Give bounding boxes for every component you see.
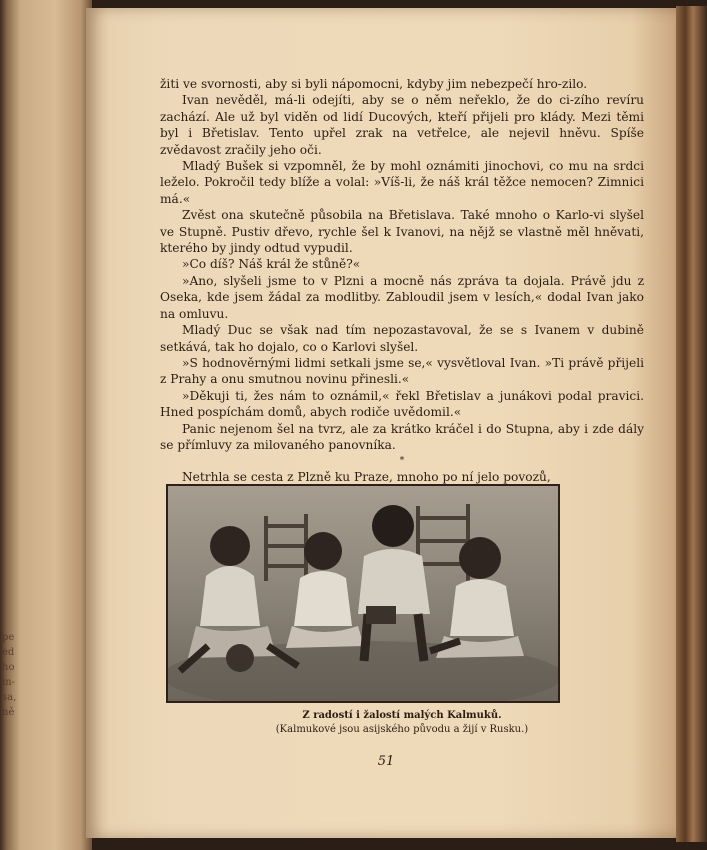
photo-children [166, 484, 560, 703]
left-edge-fragment: in- [2, 677, 16, 688]
paragraph: Zvěst ona skutečně působila na Břetislava. Také mnoho o Karlo-vi slyšel ve Stupně. Pustiv dřevo, rychle šel k Ivanovi, na nějž se vlastně měl hněvati, kterého by jindy odtud vypudil. [160, 208, 644, 256]
photo-illustration [168, 486, 558, 701]
paragraph: »Ano, slyšeli jsme to v Plzni a mocně nás zpráva ta dojala. Právě jdu z Oseka, kde jsem žádal za modlitby. Zabloudil jsem v lesích,« dodal Ivan jako na omluvu. [160, 273, 644, 321]
paragraph: Mladý Duc se však nad tím nepozastavoval, že se s Ivanem v dubině setkává, tak ho dojalo, co o Karlovi slyšel. [160, 323, 644, 354]
left-edge-fragment: sa, [2, 692, 17, 703]
book-binding-edge [676, 6, 707, 842]
paragraph: Netrhla se cesta z Plzně ku Praze, mnoho po ní jelo povozů, [182, 470, 551, 485]
left-edge-fragment: pe [2, 632, 15, 643]
photo-caption [172, 709, 632, 737]
section-separator: * [399, 456, 405, 467]
left-edge-text [2, 630, 22, 720]
paragraph: »S hodnověrnými lidmi setkali jsme se,« vysvětloval Ivan. »Ti právě přijeli z Prahy a onu smutnou novinu přinesli.« [160, 355, 644, 387]
left-edge-fragment: ho [2, 662, 15, 673]
left-edge-fragment: ed [2, 647, 15, 658]
caption-subtitle: (Kalmukové jsou asijského původu a žijí v Rusku.) [275, 724, 529, 735]
book-page [86, 8, 678, 838]
left-edge-fragment: ně [2, 707, 15, 718]
body-text [160, 76, 644, 486]
page-number: 51 [377, 754, 395, 769]
left-page-edge [0, 0, 92, 850]
paragraph: Mladý Bušek si vzpomněl, že by mohl oznámiti jinochovi, co mu na srdci leželo. Pokročil tedy blíže a volal: »Víš-li, že náš král těžce nemocen? Zimnici má.« [160, 159, 644, 206]
paragraph: Panic nejenom šel na tvrz, ale za krátko kráčel i do Stupna, aby i zde dály se přímluvy za milovaného panovníka. [160, 421, 644, 452]
paragraph: »Děkuji ti, žes nám to oznámil,« řekl Břetislav a junákovi podal pravici. Hned pospíchám domů, abych rodiče uvědomil.« [160, 388, 644, 420]
paragraph: Ivan nevěděl, má-li odejíti, aby se o něm neřeklo, že do ci-zího revíru zachází. Ale už byl viděn od lidí Ducových, kteří přijeli pro klády. Mezi těmi byl i Břetislav. Tento upřel zrak na vetřelce, ale nejevil hněvu. Spíše zvědavost zračily jeho oči. [160, 93, 644, 157]
paragraph: »Co díš? Náš král že stůně?« [182, 257, 361, 272]
caption-title: Z radostí i žalostí malých Kalmuků. [302, 710, 502, 721]
paragraph: žiti ve svornosti, aby si byli nápomocni, kdyby jim nebezpečí hro-zilo. [160, 77, 588, 91]
